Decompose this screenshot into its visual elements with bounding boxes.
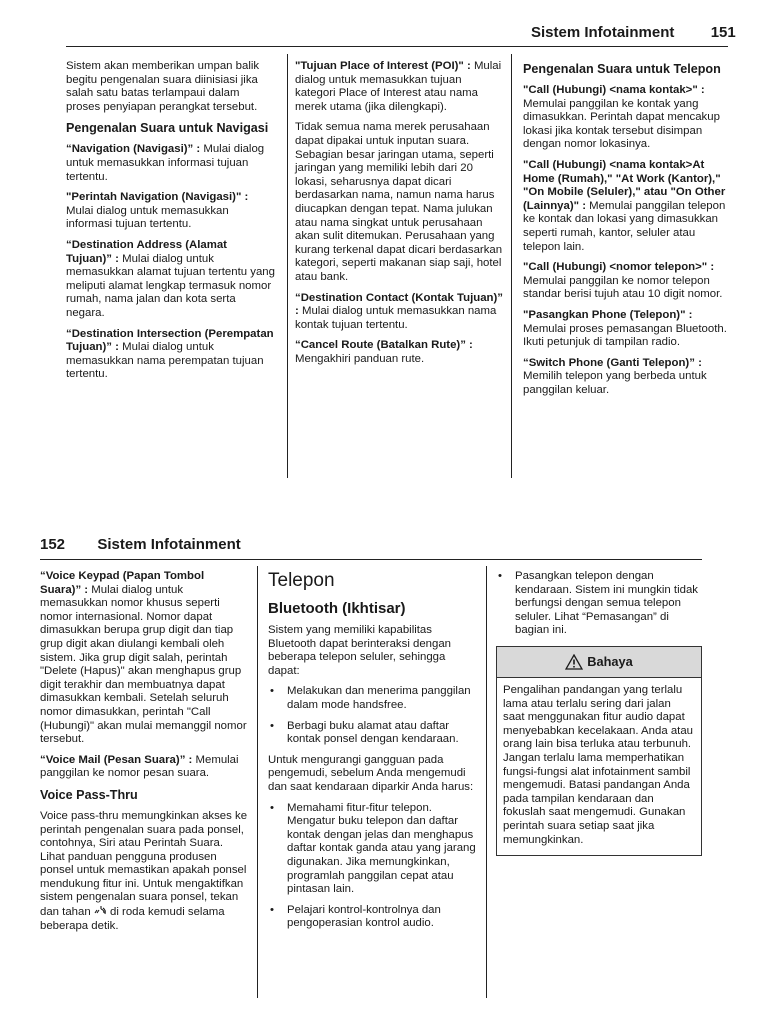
section-title: Sistem Infotainment xyxy=(97,536,241,553)
column-1 xyxy=(66,60,276,389)
command-entry xyxy=(40,754,248,781)
command-desc: Memulai proses pemasangan Bluetooth. Ikuti petunjuk di tampilan radio. xyxy=(523,322,727,349)
command-desc: Mengakhiri panduan rute. xyxy=(295,352,425,365)
column-2 xyxy=(295,60,505,373)
command-term: "Pasangkan Phone (Telepon)" : xyxy=(523,308,693,321)
column-divider xyxy=(257,566,258,998)
command-term: “Destination Intersection (Perempatan Tujuan)” : xyxy=(66,327,274,354)
command-term: “Navigation (Navigasi)” : xyxy=(66,143,201,156)
page-number: 152 xyxy=(40,536,66,553)
paragraph: Tidak semua nama merek perusahaan dapat dipakai untuk inputan suara. Sebagian besar jaringan utama, seperti jaringan yang memiliki lebih dari 20 lokasi, seharusnya dapat dicari berdasarkan nama, namun nama harus diucapkan dengan tepat. Nama julukan atau nama singkat untuk perusahaan akan sulit ditemukan. Perusahaan yang kurang terkenal dapat dicari berdasarkan kategori, seperti makanan siap saji, hotel atau bank. xyxy=(295,121,503,283)
command-desc: Mulai dialog untuk memasukkan nama kontak tujuan tertentu. xyxy=(295,305,497,331)
column-1 xyxy=(40,570,248,940)
column-3 xyxy=(496,570,702,856)
command-desc: Memilih telepon yang berbeda untuk panggilan keluar. xyxy=(523,370,707,396)
page-151 xyxy=(0,0,768,510)
section-heading: Pengenalan Suara untuk Navigasi xyxy=(66,121,269,136)
section-title: Sistem Infotainment xyxy=(531,24,675,41)
warning-header xyxy=(497,647,701,678)
bullet-list xyxy=(268,685,476,746)
page-152 xyxy=(0,528,768,1024)
column-divider xyxy=(511,54,512,478)
command-desc: Mulai dialog untuk memasukkan tujuan kategori Place of Interest atau nama merek utama (jika dilengkapi). xyxy=(295,60,502,113)
command-term: “Destination Contact (Kontak Tujuan)” : xyxy=(295,291,503,318)
command-entry xyxy=(66,143,276,184)
command-entry xyxy=(295,292,505,333)
command-entry xyxy=(523,261,730,302)
section-heading: Pengenalan Suara untuk Telepon xyxy=(523,62,721,76)
command-entry xyxy=(523,357,730,398)
voice-command-icon xyxy=(94,905,107,916)
command-entry xyxy=(523,309,730,350)
bullet-list xyxy=(268,802,476,931)
paragraph: Sistem yang memiliki kapabilitas Bluetooth dapat berinteraksi dengan beberapa telepon seluler, sehingga dapat: xyxy=(268,624,452,677)
bullet-list xyxy=(496,570,702,638)
command-desc: Mulai dialog untuk memasukkan alamat tujuan tertentu yang meliputi alamat lengkap termasuk nomor rumah, nama jalan dan kota serta negara. xyxy=(66,252,275,319)
section-heading: Voice Pass-Thru xyxy=(40,787,138,802)
column-3 xyxy=(523,60,730,404)
warning-text: Pengalihan pandangan yang terlalu lama atau terlalu sering dari jalan saat menggunakan fitur audio dapat menyebabkan kecelakaan. Anda atau orang lain bisa terluka atau terbunuh. Jangan terlalu lama memperhatikan fungsi-fungsi alat infotainment sambil mengemudi. Batasi pandangan Anda pada tampilan kendaraan dan fokuslah saat mengemudi. Gunakan perintah suara setiap saat jika memungkinkan. xyxy=(503,683,693,846)
running-header xyxy=(40,536,241,553)
list-item: • Melakukan dan menerima panggilan dalam mode handsfree. xyxy=(268,685,476,712)
command-term: "Call (Hubungi) <nama kontak>At Home (Rumah)," "At Work (Kantor)," "On Mobile (Seluler)," atau "On Other (Lainnya)" : xyxy=(523,158,726,212)
command-term: “Voice Keypad (Papan Tombol Suara)” : xyxy=(40,570,205,596)
command-term: "Call (Hubungi) <nama kontak>" : xyxy=(523,84,705,96)
command-entry xyxy=(66,239,276,321)
command-entry xyxy=(295,339,505,366)
command-desc: Mulai dialog untuk memasukkan informasi tujuan tertentu. xyxy=(66,143,265,183)
command-term: "Call (Hubungi) <nomor telepon>" : xyxy=(523,261,715,274)
command-term: “Switch Phone (Ganti Telepon)” : xyxy=(523,356,702,369)
command-term: “Cancel Route (Batalkan Rute)” : xyxy=(295,339,473,352)
column-2 xyxy=(268,570,476,938)
list-item: • Pasangkan telepon dengan kendaraan. Sistem ini mungkin tidak berfungsi dengan semua telepon seluler. Lihat “Pemasangan” di bagian ini. xyxy=(496,570,702,638)
chapter-heading: Telepon xyxy=(268,570,335,591)
header-rule xyxy=(66,46,728,47)
list-item: • Berbagi buku alamat atau daftar kontak ponsel dengan kendaraan. xyxy=(268,720,476,747)
command-desc: Mulai dialog untuk memasukkan nomor khusus seperti nomor internasional. Nomor dapat dimasukkan berupa grup digit dan tiap grup digit akan diulangi kembali oleh sistem. Jika grup digit salah, perintah "Delete (Hapus)" akan menghapus grup digit terakhir dan membuatnya dapat dimasukkan kembali. Setelah seluruh nomor dimasukkan, perintah "Call (Hubungi)" akan mulai memanggil nomor tersebut. xyxy=(40,583,247,746)
column-divider xyxy=(486,566,487,998)
command-desc: Mulai dialog untuk memasukkan informasi tujuan tertentu. xyxy=(66,204,229,231)
paragraph-text: Voice pass-thru memungkinkan akses ke perintah pengenalan suara pada ponsel, contohnya, Siri atau Perintah Suara. Lihat panduan pengguna produsen ponsel untuk memastikan apakah ponsel mendukung fitur ini. Untuk mengaktifkan sistem pengenalan suara ponsel, tekan dan tahan xyxy=(40,809,248,919)
command-desc: Memulai panggilan telepon ke kontak dan lokasi yang dimasukkan seperti rumah, kantor, seluler atau telepon lain. xyxy=(523,199,726,253)
paragraph: Untuk mengurangi gangguan pada pengemudi, sebelum Anda mengemudi dan saat kendaraan diparkir Anda harus: xyxy=(268,753,474,793)
paragraph-text: di roda kemudi selama beberapa detik. xyxy=(40,906,225,932)
running-header xyxy=(531,24,736,41)
command-desc: Mulai dialog untuk memasukkan nama perempatan tujuan tertentu. xyxy=(66,341,264,381)
command-term: “Voice Mail (Pesan Suara)” : xyxy=(40,753,193,766)
warning-box xyxy=(496,646,702,856)
command-term: "Tujuan Place of Interest (POI)" : xyxy=(295,60,471,72)
command-desc: Memulai panggilan ke nomor telepon standar berisi tujuh atau 10 digit nomor. xyxy=(523,274,723,301)
paragraph: Sistem akan memberikan umpan balik begitu pengenalan suara diinisiasi jika salah satu batas terlampaui dalam proses penyiapan perangkat tersebut. xyxy=(66,60,260,113)
header-rule xyxy=(40,559,702,560)
list-item: • Pelajari kontrol-kontrolnya dan pengoperasian kontrol audio. xyxy=(268,904,476,931)
warning-title: Bahaya xyxy=(587,654,633,670)
command-entry xyxy=(523,159,730,254)
section-heading: Bluetooth (Ikhtisar) xyxy=(268,600,406,617)
command-entry xyxy=(523,84,730,152)
column-divider xyxy=(287,54,288,478)
warning-triangle-icon xyxy=(565,654,583,670)
command-entry xyxy=(66,191,276,232)
page-number: 151 xyxy=(710,24,736,41)
list-item: • Memahami fitur-fitur telepon. Mengatur buku telepon dan daftar kontak dengan jelas dan menghapus daftar kontak ganda atau yang jarang digunakan. Jika memungkinkan, programlah panggilan cepat atau pintasan lain. xyxy=(268,802,476,897)
command-entry xyxy=(40,570,248,747)
command-desc: Memulai panggilan ke kontak yang dimasukkan. Perintah dapat mencakup lokasi jika kontak tersebut disimpan dengan nomor lokasinya. xyxy=(523,97,720,151)
command-term: "Perintah Navigation (Navigasi)" : xyxy=(66,191,249,204)
command-term: “Destination Address (Alamat Tujuan)” : xyxy=(66,238,227,265)
command-desc: Memulai panggilan ke nomor pesan suara. xyxy=(40,753,239,780)
command-entry xyxy=(66,328,276,382)
paragraph xyxy=(40,810,248,933)
command-entry xyxy=(295,60,505,114)
